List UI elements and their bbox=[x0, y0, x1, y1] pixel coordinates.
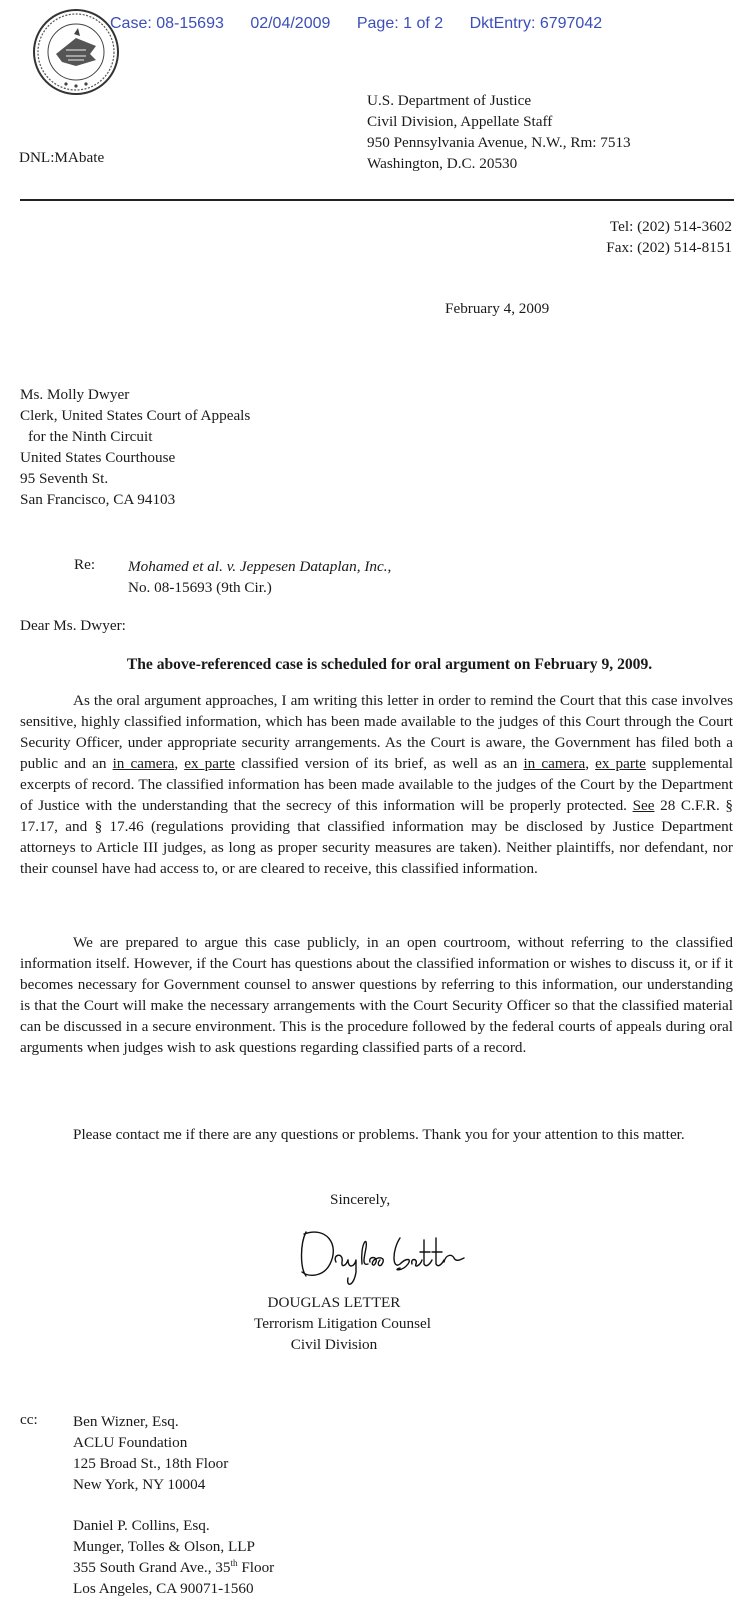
legal-term: ex parte bbox=[184, 755, 236, 772]
recipient-line: 95 Seventh St. bbox=[20, 470, 109, 487]
signature-block bbox=[254, 1292, 431, 1355]
handwritten-signature-icon bbox=[296, 1224, 476, 1290]
department-line: Washington, D.C. 20530 bbox=[367, 155, 518, 172]
reference-initials: DNL:MAbate bbox=[19, 149, 105, 166]
docket-header bbox=[110, 15, 624, 33]
department-line: 950 Pennsylvania Avenue, N.W., Rm: 7513 bbox=[367, 134, 631, 151]
case-number: Case: 08-15693 bbox=[110, 15, 224, 32]
body-paragraph-2 bbox=[20, 932, 733, 1058]
signer-division: Civil Division bbox=[290, 1336, 378, 1353]
cc-line: Munger, Tolles & Olson, LLP bbox=[73, 1538, 255, 1555]
recipient-line: Ms. Molly Dwyer bbox=[20, 386, 130, 403]
cc-line: ACLU Foundation bbox=[73, 1434, 188, 1451]
cc-line: New York, NY 10004 bbox=[73, 1476, 206, 1493]
telephone: Tel: (202) 514-3602 bbox=[609, 218, 732, 235]
paragraph-text: , bbox=[585, 755, 596, 772]
recipient-line: San Francisco, CA 94103 bbox=[20, 491, 176, 508]
paragraph-text: 28 C.F.R. § 17.17, and § 17.46 (regulations providing that classified information may be disclosed by Justice Department attorneys to Article III judges, as long as proper security measures are taken). Neither plaintiffs, nor defendant, nor their counsel have had access to, or are cleared to receive, this classified information. bbox=[20, 797, 733, 877]
signer-title: Terrorism Litigation Counsel bbox=[254, 1315, 431, 1332]
department-address bbox=[367, 90, 631, 174]
department-of-justice-seal-icon bbox=[32, 8, 120, 96]
cc-address-text: 355 South Grand Ave., 35 bbox=[73, 1559, 231, 1576]
cc-line: Ben Wizner, Esq. bbox=[73, 1413, 179, 1430]
paragraph-text: Please contact me if there are any questions or problems. Thank you for your attention to this matter. bbox=[73, 1126, 685, 1143]
cc-label: cc: bbox=[20, 1411, 38, 1428]
body-paragraph-1 bbox=[20, 690, 733, 879]
cc-line: Daniel P. Collins, Esq. bbox=[73, 1517, 210, 1534]
recipient-line: for the Ninth Circuit bbox=[28, 428, 153, 445]
contact-block bbox=[606, 216, 732, 258]
legal-term: in camera bbox=[523, 755, 586, 772]
paragraph-text: As the oral argument approaches, I am writing this letter in order to remind the Court that this case involves sensitive, highly classified information, which has been made available to the judges of this Court through the Court Security Officer, under appropriate security arrangements. As the Court is aware, the Government has filed both a public and an bbox=[20, 692, 733, 772]
closing-sincerely: Sincerely, bbox=[330, 1191, 391, 1208]
letter-date: February 4, 2009 bbox=[445, 300, 550, 317]
case-caption bbox=[128, 556, 391, 577]
docket-entry: DktEntry: 6797042 bbox=[469, 15, 603, 32]
fax: Fax: (202) 514-8151 bbox=[606, 239, 732, 256]
recipient-line: United States Courthouse bbox=[20, 449, 176, 466]
notice-text: The above-referenced case is scheduled for oral argument on February 9, 2009. bbox=[126, 656, 653, 673]
department-line: Civil Division, Appellate Staff bbox=[367, 113, 553, 130]
department-line: U.S. Department of Justice bbox=[367, 92, 532, 109]
citation-signal: See bbox=[632, 797, 655, 814]
signer-name: DOUGLAS LETTER bbox=[267, 1294, 401, 1311]
salutation: Dear Ms. Dwyer: bbox=[20, 617, 126, 634]
ordinal-suffix: th bbox=[230, 1557, 238, 1568]
re-subject bbox=[128, 556, 391, 598]
case-name-punctuation: , bbox=[387, 558, 392, 575]
paragraph-text: classified version of its brief, as well as an bbox=[235, 755, 524, 772]
re-label: Re: bbox=[74, 556, 96, 573]
case-name: Mohamed et al. v. Jeppesen Dataplan, Inc. bbox=[128, 558, 388, 575]
page-indicator: Page: 1 of 2 bbox=[356, 15, 444, 32]
filed-date: 02/04/2009 bbox=[250, 15, 331, 32]
paragraph-text: , bbox=[174, 755, 185, 772]
paragraph-text: supplemental excerpts of record. The classified information has been made available to the judges of the Court by the Department of Justice with the understanding that the secrecy of this information will be properly protected. bbox=[20, 755, 733, 814]
cc-address-text: Floor bbox=[237, 1559, 275, 1576]
body-paragraph-3 bbox=[20, 1124, 733, 1145]
cc-line: Los Angeles, CA 90071-1560 bbox=[73, 1580, 254, 1597]
legal-term: in camera bbox=[112, 755, 175, 772]
legal-term: ex parte bbox=[595, 755, 646, 772]
recipient-address bbox=[20, 384, 250, 510]
paragraph-text: We are prepared to argue this case publicly, in an open courtroom, without referring to the classified information itself. However, if the Court has questions about the classified information or wishes to discuss it, or if it becomes necessary for Government counsel to answer questions by referring to this information, our understanding is that the Court will make the necessary arrangements with the Court Security Officer so that the classified material can be discussed in a secure environment. This is the procedure followed by the federal courts of appeals during oral arguments when judges wish to ask questions regarding classified parts of a record. bbox=[20, 934, 733, 1056]
recipient-line: Clerk, United States Court of Appeals bbox=[20, 407, 251, 424]
cc-spacer bbox=[73, 1495, 274, 1515]
cc-line bbox=[73, 1557, 274, 1578]
oral-argument-notice bbox=[0, 656, 749, 674]
letterhead-divider bbox=[20, 199, 734, 201]
cc-line: 125 Broad St., 18th Floor bbox=[73, 1455, 229, 1472]
case-docket-number: No. 08-15693 (9th Cir.) bbox=[128, 579, 272, 596]
cc-recipients bbox=[73, 1411, 274, 1599]
